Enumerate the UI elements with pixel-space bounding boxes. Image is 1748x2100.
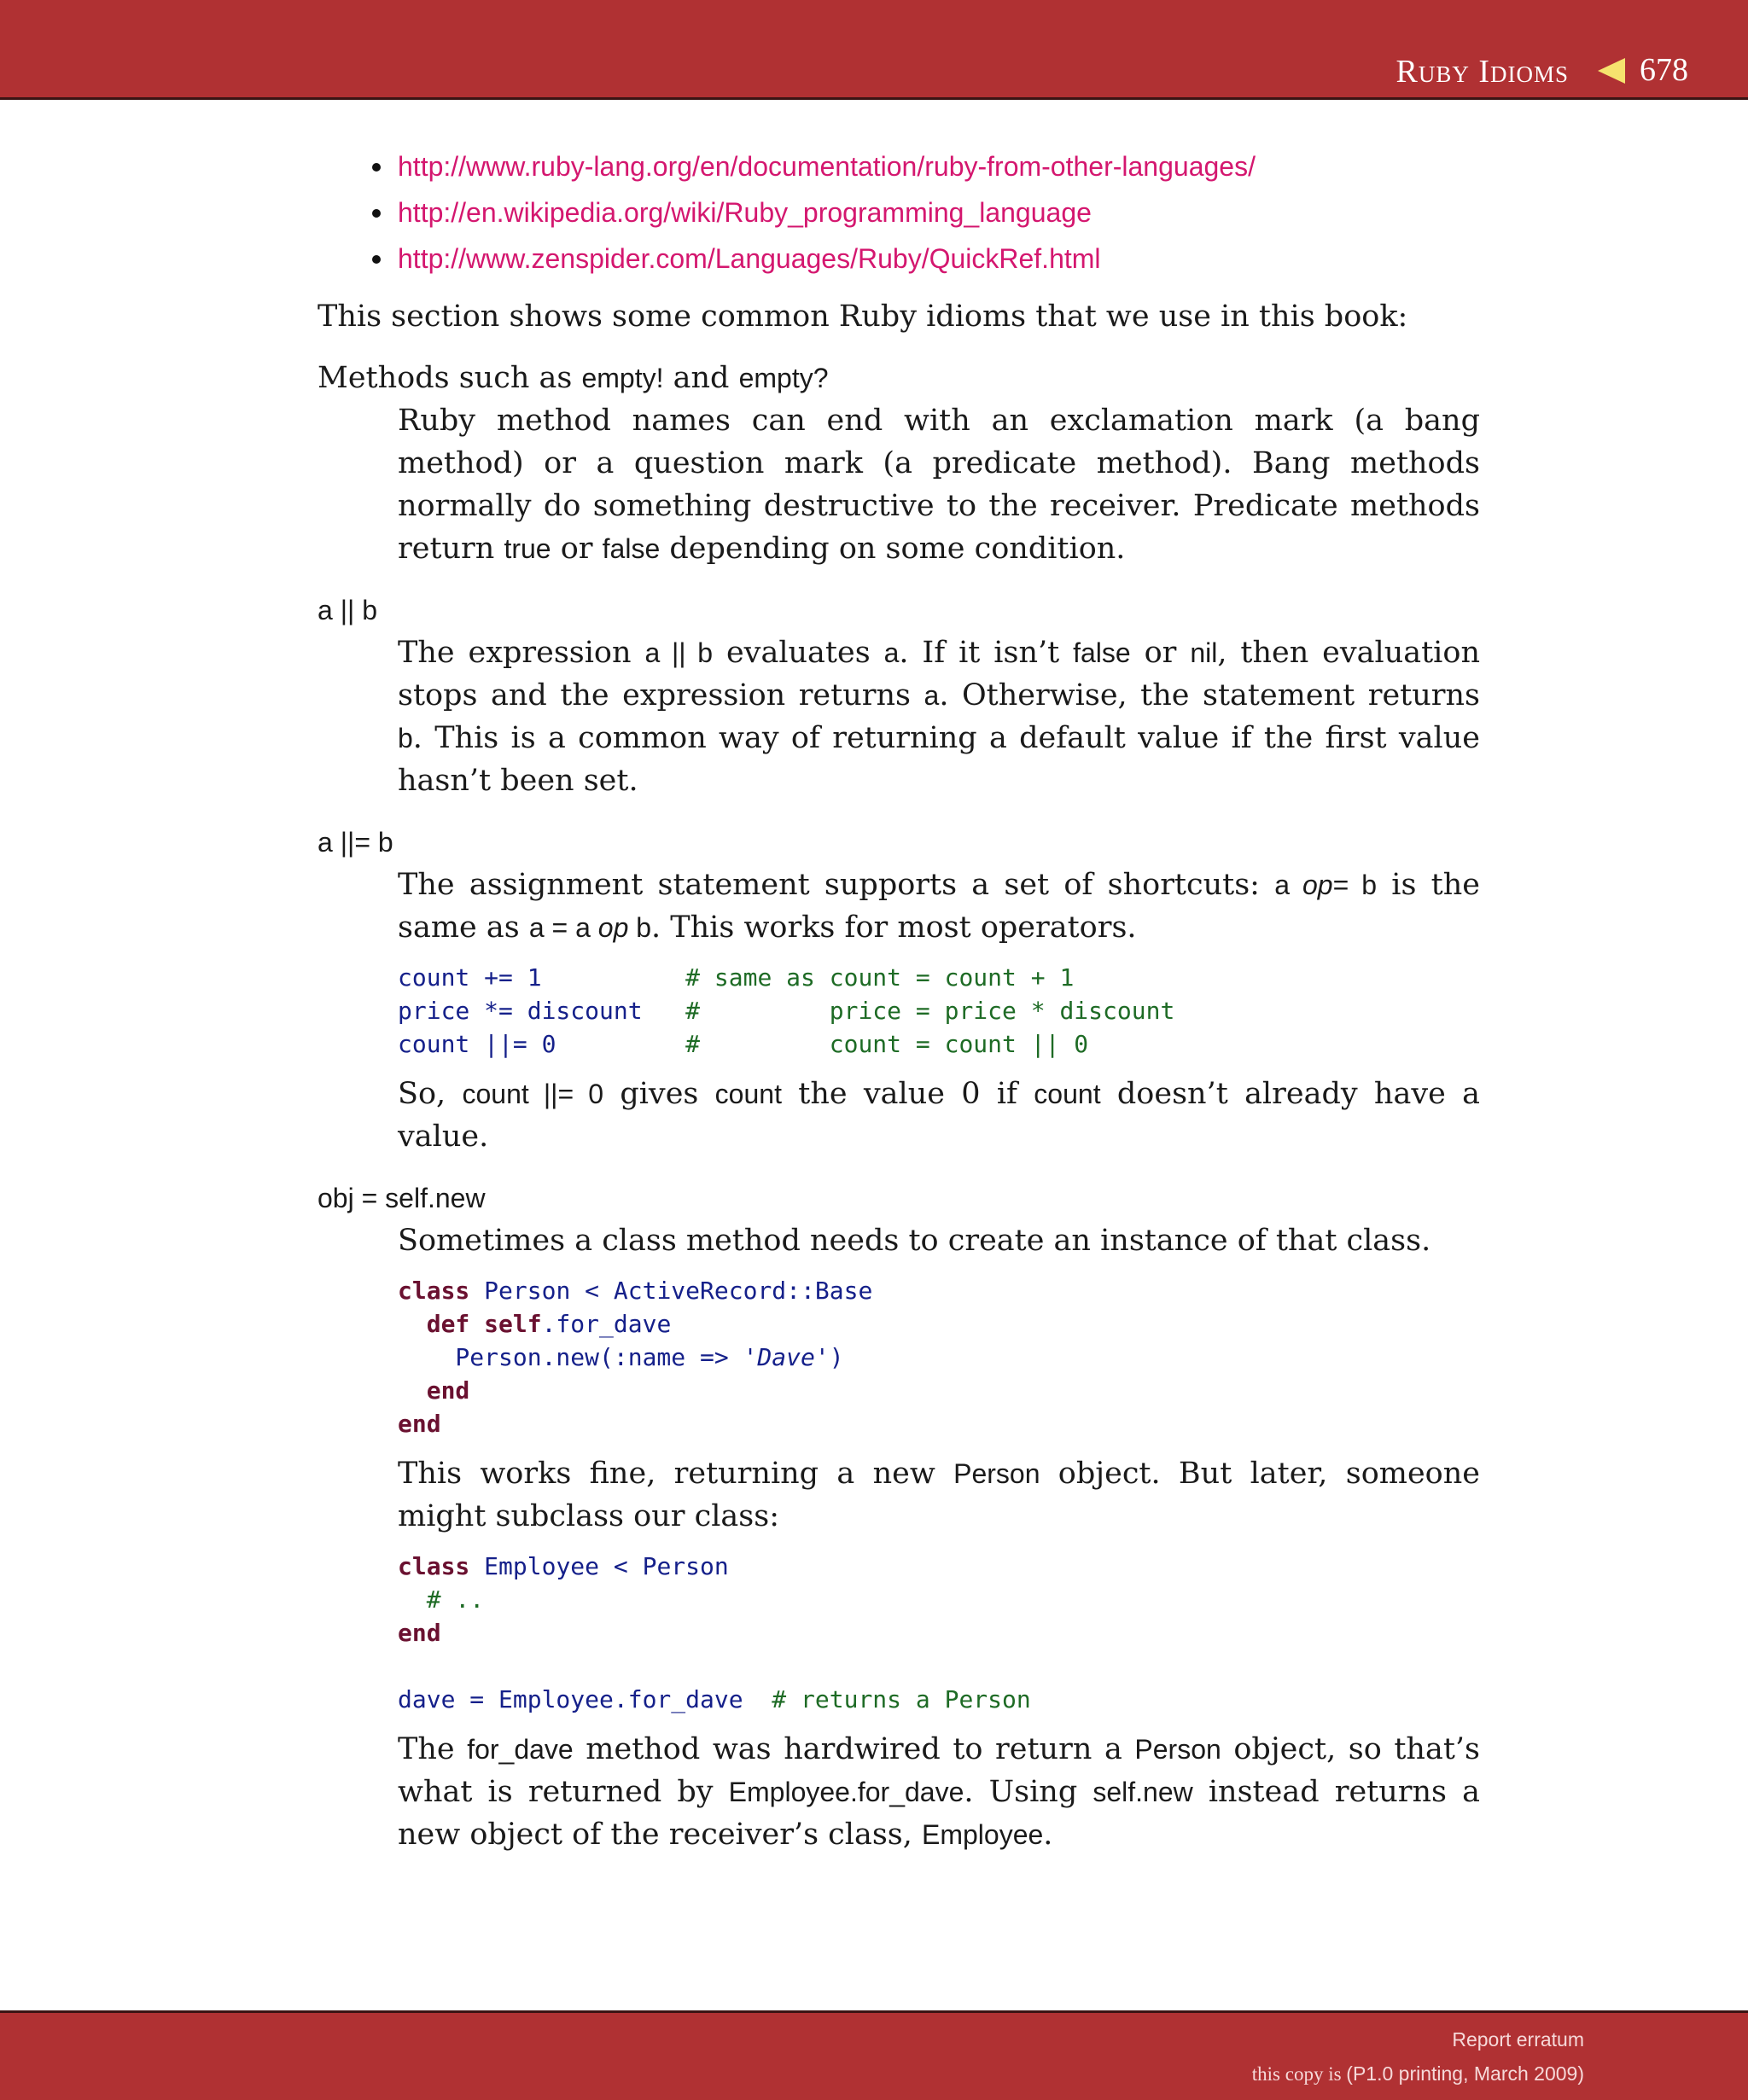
code-block-employee: class Employee < Person # .. end dave = Employee.for_dave # returns a Person — [398, 1552, 1031, 1713]
code-line: count += 1 # same as count = count + 1 — [398, 963, 1075, 992]
page-number: 678 — [1640, 52, 1688, 88]
header-bar — [0, 0, 1748, 100]
footer-bar — [0, 2010, 1748, 2100]
term-or-assign: a ||= b — [318, 827, 393, 858]
bullet-icon — [372, 209, 381, 218]
summary-or-assign: So, count ||= 0 gives count the value 0 if count doesn’t already have a value. — [398, 1077, 1480, 1154]
code-block-shortcuts — [398, 961, 1480, 1061]
report-erratum-link[interactable]: Report erratum — [1452, 2028, 1584, 2051]
description-or-operator: The expression a || b evaluates a. If it isn’t false or nil, then evaluation stops and the expression returns a. Otherwise, the statement returns b. This is a common way of returning a default value if the first value hasn’t been set. — [398, 636, 1480, 798]
description-self-new: Sometimes a class method needs to create an instance of that class. — [398, 1224, 1431, 1258]
link[interactable]: http://en.wikipedia.org/wiki/Ruby_programming_language — [398, 197, 1092, 228]
link-list — [318, 143, 1480, 282]
term-self-new: obj = self.new — [318, 1183, 486, 1213]
printing-info: this copy is (P1.0 printing, March 2009) — [1251, 2062, 1584, 2085]
intro-paragraph: This section shows some common Ruby idioms that we use in this book: — [318, 300, 1408, 334]
paragraph-conclusion: The for_dave method was hardwired to return a Person object, so that’s what is returned by Employee.for_dave. Using self.new instead returns a new object of the receiver’s class, Employee. — [398, 1732, 1480, 1852]
bullet-icon — [372, 163, 381, 172]
description-bang-methods: Ruby method names can end with an exclamation mark (a bang method) or a question mark (a predicate method). Bang methods normally do something destructive to the receiver. Predicate methods return true or false depending on some condition. — [398, 404, 1480, 566]
bullet-icon — [372, 255, 381, 264]
code-block-person: class Person < ActiveRecord::Base def self.for_dave Person.new(:name => 'Dave') end end — [398, 1277, 873, 1438]
paragraph-subclass: This works fine, returning a new Person object. But later, someone might subclass our class: — [398, 1457, 1480, 1533]
description-or-assign: The assignment statement supports a set of shortcuts: a op= b is the same as a = a op b. This works for most operators. — [398, 868, 1481, 945]
previous-page-arrow-icon[interactable] — [1598, 58, 1625, 84]
list-item[interactable] — [398, 143, 1480, 189]
page-body — [318, 143, 1480, 1856]
running-title: Ruby Idioms — [1395, 54, 1569, 90]
link[interactable]: http://www.ruby-lang.org/en/documentation/ruby-from-other-languages/ — [398, 151, 1256, 182]
code-line: price *= discount # price = price * discount — [398, 997, 1175, 1025]
link[interactable]: http://www.zenspider.com/Languages/Ruby/QuickRef.html — [398, 243, 1101, 274]
term-bang-methods: Methods such as empty! and empty? — [318, 361, 829, 395]
term-or-operator: a || b — [318, 595, 377, 625]
code-line: count ||= 0 # count = count || 0 — [398, 1030, 1089, 1058]
list-item[interactable] — [398, 236, 1480, 282]
list-item[interactable] — [398, 189, 1480, 236]
